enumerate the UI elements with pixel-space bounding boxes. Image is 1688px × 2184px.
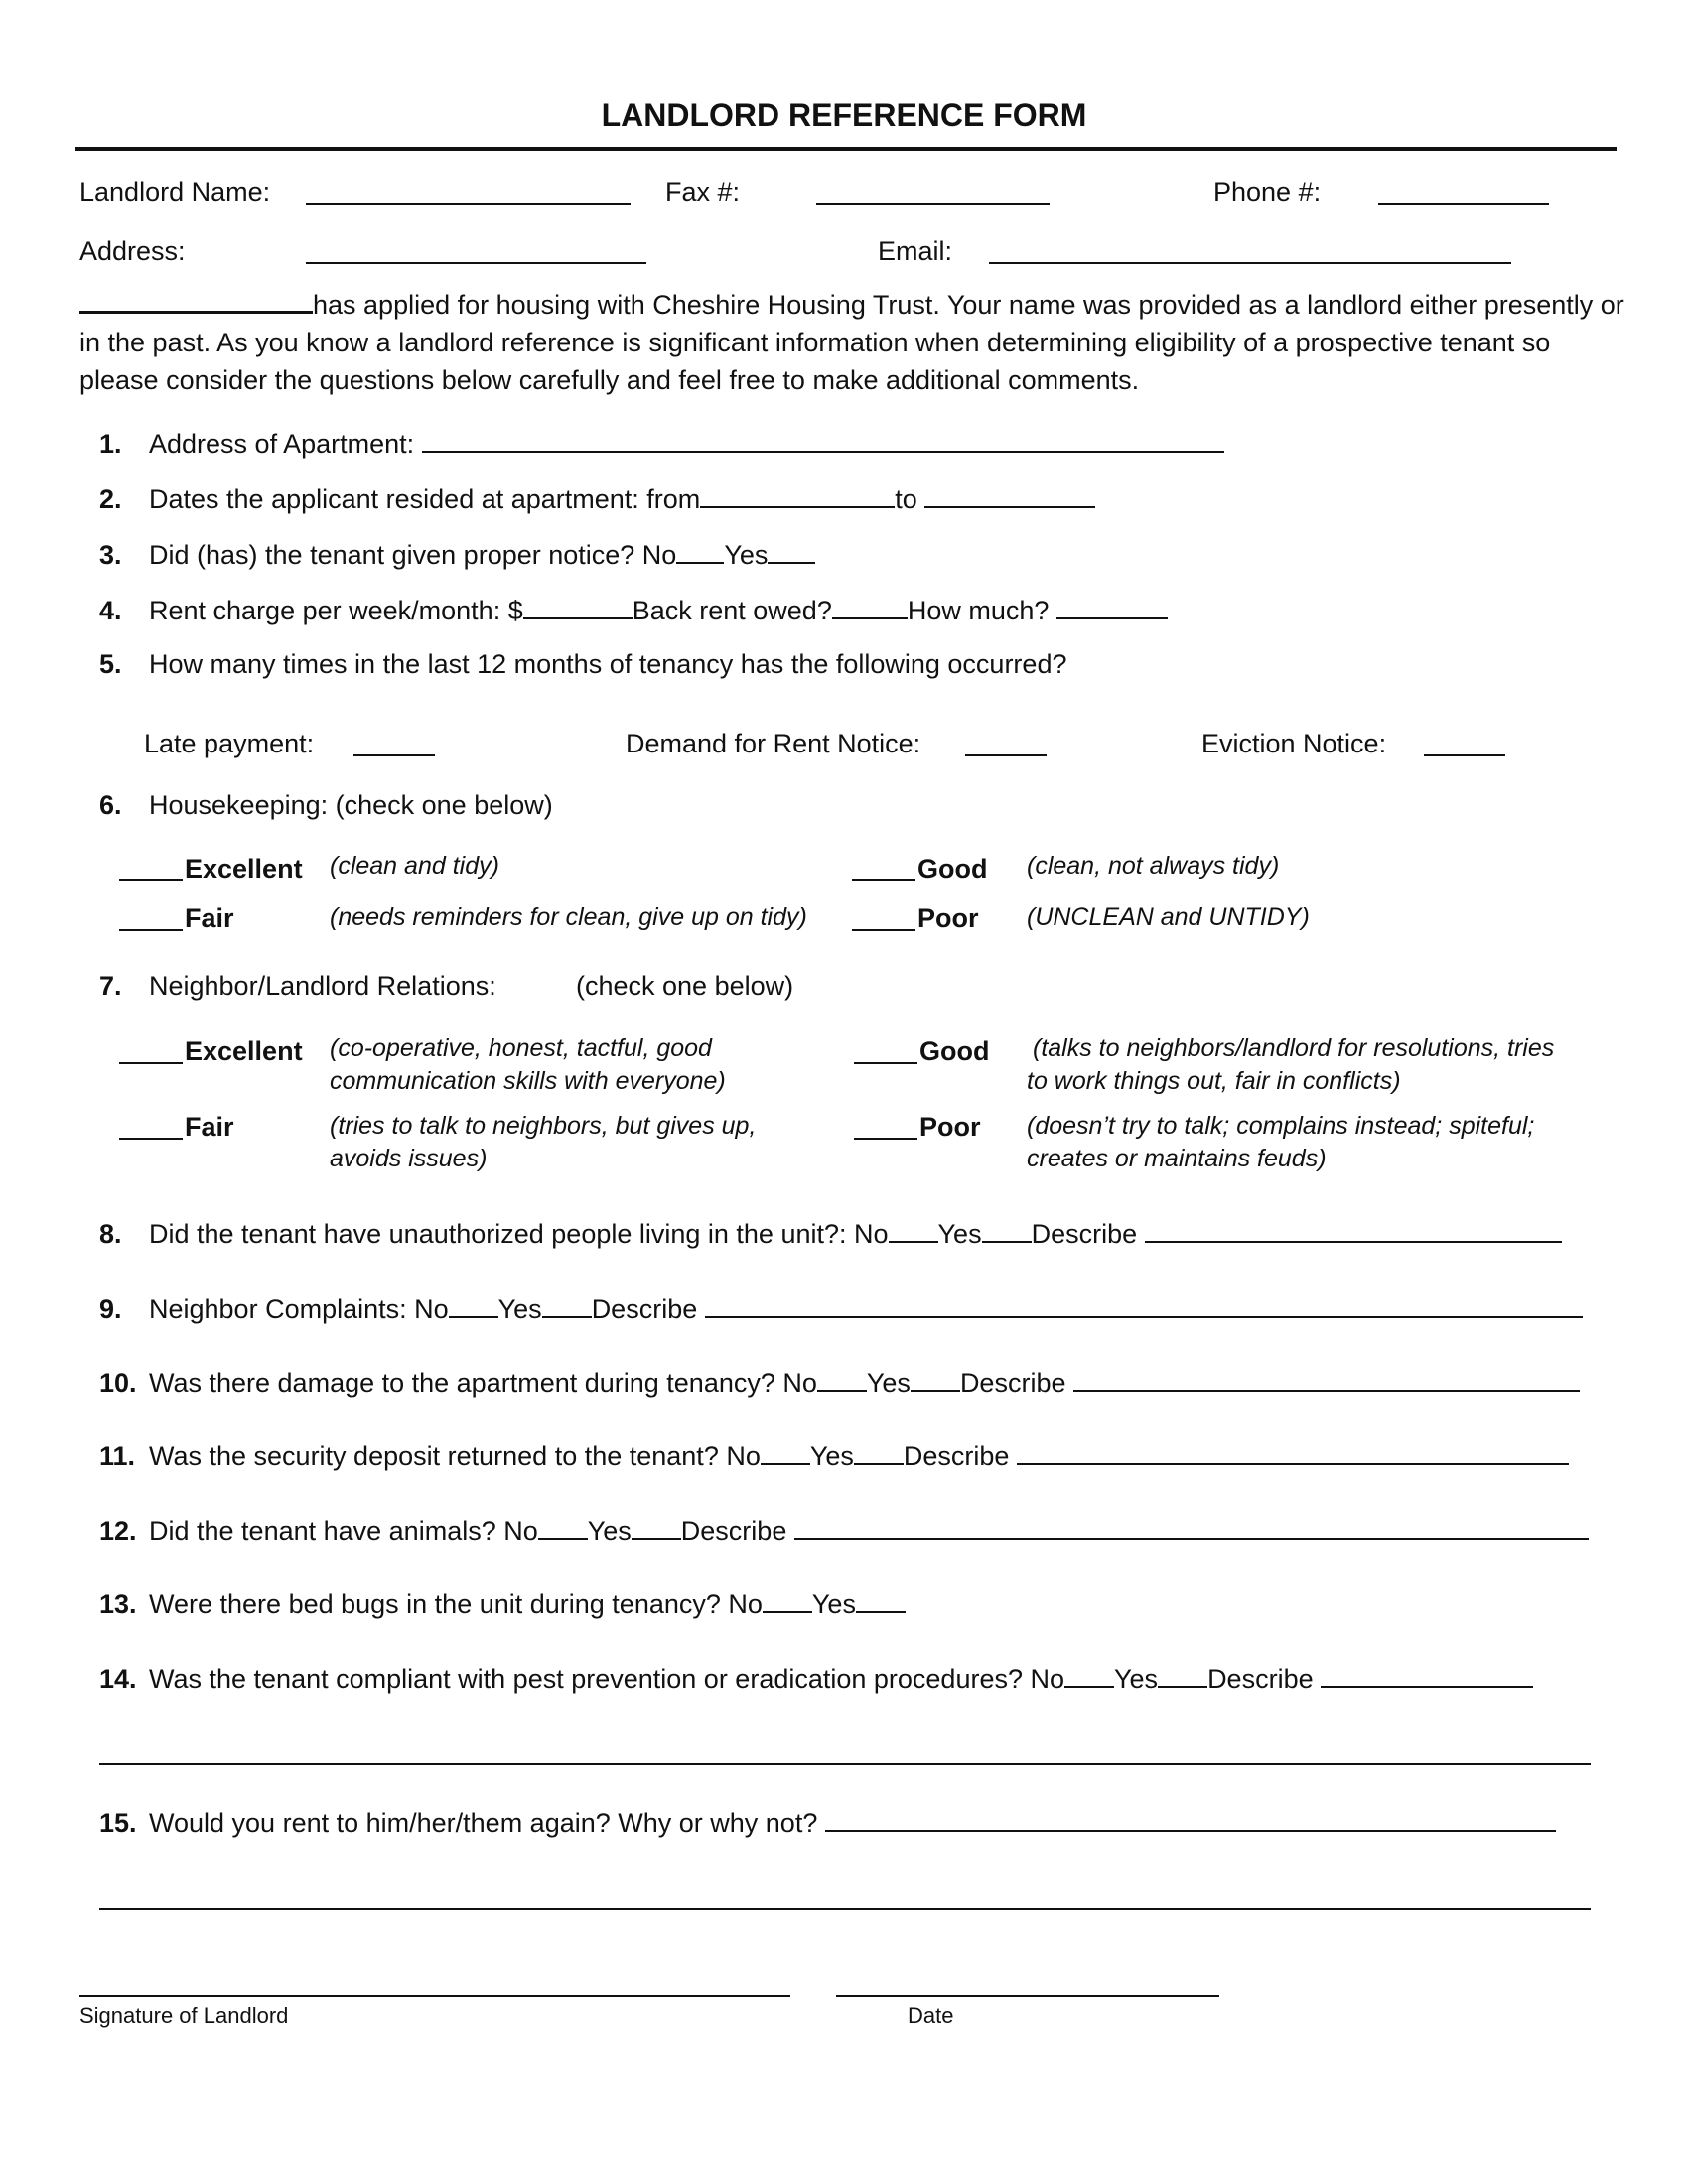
relations-good-desc: to work things out, fair in conflicts)	[1027, 1067, 1401, 1095]
question-10	[99, 1368, 1580, 1397]
housekeeping-poor-checkbox[interactable]	[852, 929, 915, 931]
no-checkbox[interactable]	[538, 1516, 588, 1540]
describe-label: Describe	[591, 1295, 698, 1324]
late-payment-label: Late payment:	[144, 729, 315, 758]
describe-label: Describe	[959, 1368, 1066, 1398]
relations-fair-label: Fair	[185, 1112, 234, 1142]
address-label: Address:	[79, 236, 186, 266]
yes-checkbox[interactable]	[854, 1441, 904, 1465]
question-text: Was the tenant compliant with pest prevention or eradication procedures? No	[149, 1664, 1065, 1694]
rent-again-comments-field[interactable]	[99, 1908, 1591, 1910]
applicant-name-field[interactable]	[79, 289, 313, 314]
describe-label: Describe	[680, 1516, 787, 1546]
question-text: Did the tenant have unauthorized people living in the unit?: No	[149, 1219, 889, 1249]
relations-excellent-desc: communication skills with everyone)	[330, 1067, 726, 1095]
housekeeping-poor-desc: (UNCLEAN and UNTIDY)	[1027, 903, 1310, 931]
question-9	[99, 1295, 1583, 1323]
describe-field[interactable]	[1073, 1368, 1580, 1392]
housekeeping-poor-label: Poor	[917, 903, 979, 933]
no-checkbox[interactable]	[889, 1219, 938, 1243]
address-field[interactable]	[306, 262, 646, 264]
housekeeping-excellent-desc: (clean and tidy)	[330, 852, 499, 880]
question-7	[99, 973, 496, 1000]
question-number: 9.	[99, 1295, 122, 1324]
question-number: 12.	[99, 1516, 137, 1546]
back-rent-label: Back rent owed?	[632, 596, 832, 625]
apartment-address-field[interactable]	[422, 429, 1224, 453]
describe-field[interactable]	[794, 1516, 1589, 1540]
question-text: Were there bed bugs in the unit during tenancy? No	[149, 1589, 763, 1619]
relations-excellent-label: Excellent	[185, 1036, 303, 1066]
question-number: 3.	[99, 540, 122, 570]
phone-field[interactable]	[1378, 203, 1549, 205]
no-checkbox[interactable]	[761, 1441, 810, 1465]
no-checkbox[interactable]	[676, 540, 724, 564]
yes-label: Yes	[937, 1219, 982, 1249]
relations-excellent-checkbox[interactable]	[119, 1062, 183, 1064]
housekeeping-excellent-label: Excellent	[185, 854, 303, 884]
question-text: Was the security deposit returned to the tenant? No	[149, 1441, 761, 1471]
question-number: 10.	[99, 1368, 137, 1398]
relations-poor-checkbox[interactable]	[854, 1138, 917, 1140]
relations-fair-desc: (tries to talk to neighbors, but gives up,	[330, 1112, 757, 1140]
question-text: Would you rent to him/her/them again? Why or why not?	[149, 1808, 818, 1838]
relations-poor-desc: creates or maintains feuds)	[1027, 1145, 1327, 1172]
yes-checkbox[interactable]	[768, 540, 815, 564]
rent-again-field[interactable]	[825, 1808, 1556, 1832]
rent-charge-field[interactable]	[523, 596, 633, 619]
yes-label: Yes	[1114, 1664, 1159, 1694]
question-text: Did (has) the tenant given proper notice? No	[149, 540, 677, 570]
yes-label: Yes	[809, 1441, 854, 1471]
question-number: 5.	[99, 649, 122, 679]
yes-label: Yes	[497, 1295, 542, 1324]
housekeeping-fair-desc: (needs reminders for clean, give up on tidy)	[330, 903, 807, 931]
relations-good-desc: (talks to neighbors/landlord for resolutions, tries	[1033, 1034, 1555, 1062]
relations-poor-label: Poor	[919, 1112, 981, 1142]
housekeeping-excellent-checkbox[interactable]	[119, 879, 183, 881]
signature-label: Signature of Landlord	[79, 2003, 289, 2028]
question-number: 14.	[99, 1664, 137, 1694]
question-15	[99, 1808, 1556, 1837]
question-13	[99, 1589, 906, 1618]
email-field[interactable]	[989, 262, 1511, 264]
question-text: Rent charge per week/month: $	[149, 596, 523, 625]
landlord-name-label: Landlord Name:	[79, 177, 271, 206]
describe-field[interactable]	[1017, 1441, 1569, 1465]
yes-label: Yes	[811, 1589, 856, 1619]
relations-fair-desc: avoids issues)	[330, 1145, 488, 1172]
housekeeping-fair-checkbox[interactable]	[119, 929, 183, 931]
question-text: Neighbor Complaints: No	[149, 1295, 449, 1324]
question-12	[99, 1516, 1589, 1545]
housekeeping-good-label: Good	[917, 854, 988, 884]
question-text: Was there damage to the apartment during tenancy? No	[149, 1368, 817, 1398]
fax-label: Fax #:	[665, 177, 741, 206]
yes-checkbox[interactable]	[856, 1589, 906, 1613]
question-5	[99, 651, 1066, 678]
question-text: Neighbor/Landlord Relations:	[149, 971, 496, 1001]
no-checkbox[interactable]	[1064, 1664, 1114, 1688]
email-label: Email:	[878, 236, 953, 266]
question-number: 4.	[99, 596, 122, 625]
describe-field[interactable]	[705, 1295, 1583, 1318]
question-number: 2.	[99, 484, 122, 514]
signature-field[interactable]	[79, 1995, 790, 1997]
question-3	[99, 540, 815, 569]
question-6	[99, 792, 553, 819]
date-from-field[interactable]	[700, 484, 895, 508]
landlord-name-field[interactable]	[306, 203, 631, 205]
question-text: Housekeeping: (check one below)	[149, 790, 553, 820]
back-rent-field[interactable]	[832, 596, 908, 619]
pest-comments-field[interactable]	[99, 1763, 1591, 1765]
eviction-notice-field[interactable]	[1424, 754, 1505, 756]
question-1	[99, 429, 1224, 458]
no-checkbox[interactable]	[817, 1368, 867, 1392]
question-number: 1.	[99, 429, 122, 459]
no-checkbox[interactable]	[449, 1295, 498, 1318]
demand-notice-field[interactable]	[965, 754, 1047, 756]
date-to-field[interactable]	[924, 484, 1095, 508]
question-11	[99, 1441, 1569, 1470]
question-number: 6.	[99, 790, 122, 820]
question-number: 15.	[99, 1808, 137, 1838]
check-one-note: (check one below)	[576, 971, 794, 1001]
yes-label: Yes	[724, 540, 769, 570]
no-checkbox[interactable]	[763, 1589, 812, 1613]
how-much-field[interactable]	[1056, 596, 1168, 619]
question-text: How many times in the last 12 months of tenancy has the following occurred?	[149, 649, 1067, 679]
date-label: Date	[908, 2003, 954, 2028]
intro-paragraph	[79, 286, 1628, 399]
date-field[interactable]	[836, 1995, 1219, 1997]
question-number: 8.	[99, 1219, 122, 1249]
intro-text: has applied for housing with Cheshire Housing Trust. Your name was provided as a landlord either presently or in the past. As you know a landlord reference is significant information when determining eligibility of a prospective tenant so please consider the questions below carefully and feel free to make additional comments.	[79, 290, 1624, 395]
question-text: Dates the applicant resided at apartment: from	[149, 484, 701, 514]
yes-checkbox[interactable]	[1158, 1664, 1207, 1688]
describe-label: Describe	[1207, 1664, 1314, 1694]
describe-field[interactable]	[1321, 1664, 1533, 1688]
fax-field[interactable]	[816, 203, 1050, 205]
yes-label: Yes	[587, 1516, 632, 1546]
housekeeping-fair-label: Fair	[185, 903, 234, 933]
relations-excellent-desc: (co-operative, honest, tactful, good	[330, 1034, 712, 1062]
phone-label: Phone #:	[1213, 177, 1322, 206]
question-2	[99, 484, 1095, 513]
how-much-label: How much?	[907, 596, 1050, 625]
yes-checkbox[interactable]	[911, 1368, 960, 1392]
question-14	[99, 1664, 1533, 1693]
relations-good-checkbox[interactable]	[854, 1062, 917, 1064]
relations-good-label: Good	[919, 1036, 990, 1066]
late-payment-field[interactable]	[353, 754, 435, 756]
question-text: Did the tenant have animals? No	[149, 1516, 538, 1546]
question-number: 13.	[99, 1589, 137, 1619]
housekeeping-good-desc: (clean, not always tidy)	[1027, 852, 1280, 880]
yes-label: Yes	[866, 1368, 911, 1398]
question-number: 7.	[99, 971, 122, 1001]
yes-checkbox[interactable]	[542, 1295, 592, 1318]
describe-label: Describe	[903, 1441, 1010, 1471]
question-4	[99, 596, 1168, 624]
eviction-notice-label: Eviction Notice:	[1201, 729, 1387, 758]
question-8	[99, 1219, 1562, 1248]
relations-fair-checkbox[interactable]	[119, 1138, 183, 1140]
yes-checkbox[interactable]	[982, 1219, 1032, 1243]
question-number: 11.	[99, 1441, 136, 1471]
demand-notice-label: Demand for Rent Notice:	[626, 729, 921, 758]
describe-field[interactable]	[1145, 1219, 1562, 1243]
housekeeping-good-checkbox[interactable]	[852, 879, 915, 881]
title-rule	[75, 147, 1617, 151]
page-title: LANDLORD REFERENCE FORM	[601, 97, 1087, 133]
relations-poor-desc: (doesn’t try to talk; complains instead; spiteful;	[1027, 1112, 1535, 1140]
to-label: to	[895, 484, 917, 514]
yes-checkbox[interactable]	[632, 1516, 681, 1540]
question-text: Address of Apartment:	[149, 429, 415, 459]
describe-label: Describe	[1031, 1219, 1138, 1249]
